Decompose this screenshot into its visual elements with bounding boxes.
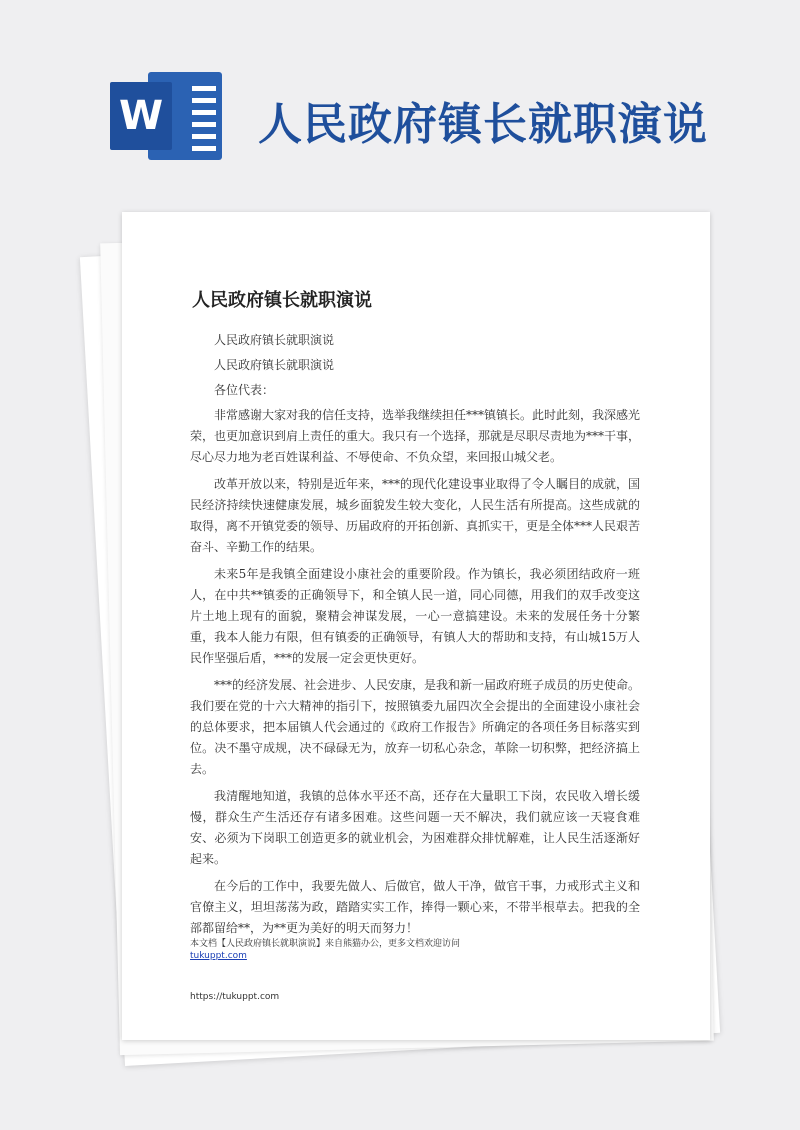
paragraph: 我清醒地知道，我镇的总体水平还不高，还存在大量职工下岗，农民收入增长缓慢，群众生产生活还存有诸多困难。这些问题一天不解决，我们就应该一天寝食难安、必须为下岗职工创造更多的就业机会，为困难群众排忧解难，让人民生活逐渐好起来。 — [190, 789, 640, 866]
word-icon-line — [192, 86, 216, 91]
paragraph: 在今后的工作中，我要先做人、后做官，做人干净，做官干事，力戒形式主义和官僚主义，坦坦荡荡为政，踏踏实实工作，捧得一颗心来，不带半根草去。把我的全部都留给**，为**更为美好的明天而努力！ — [190, 879, 640, 935]
document-body — [190, 330, 640, 945]
paragraph: 人民政府镇长就职演说 — [214, 333, 335, 347]
word-icon-line — [192, 146, 216, 151]
header — [0, 0, 800, 210]
word-icon-line — [192, 122, 216, 127]
source-link[interactable]: tukuppt.com — [190, 951, 247, 961]
paragraph: 人民政府镇长就职演说 — [214, 358, 335, 372]
word-icon-letter: W — [110, 82, 172, 150]
source-note: 本文档【人民政府镇长就职演说】来自熊猫办公，更多文档欢迎访问 — [190, 939, 461, 949]
paragraph: 改革开放以来，特别是近年来，***的现代化建设事业取得了令人瞩目的成就，国民经济持续快速健康发展，城乡面貌发生较大变化，人民生活有所提高。这些成就的取得，离不开镇党委的领导、历届政府的开拓创新、真抓实干，更是全体***人民艰苦奋斗、辛勤工作的结果。 — [190, 477, 641, 554]
site-url: https://tukuppt.com — [190, 992, 280, 1002]
word-icon-line — [192, 98, 216, 103]
paragraph: ***的经济发展、社会进步、人民安康，是我和新一届政府班子成员的历史使命。我们要在党的十六大精神的指引下，按照镇委九届四次全会提出的全面建设小康社会的总体要求，把本届镇人代会通过的《政府工作报告》所确定的各项任务目标落实到位。决不墨守成规，决不碌碌无为，放弃一切私心杂念，革除一切积弊，把经济搞上去。 — [190, 678, 641, 776]
page-title: 人民政府镇长就职演说 — [258, 99, 708, 150]
paragraph: 未来5年是我镇全面建设小康社会的重要阶段。作为镇长，我必须团结政府一班人，在中共**镇委的正确领导下，和全镇人民一道，同心同德，用我们的双手改变这片土地上现有的面貌，聚精会神谋发展，一心一意搞建设。未来的发展任务十分繁重，我本人能力有限，但有镇委的正确领导，有镇人大的帮助和支持，有山城15万人民作坚强后盾，***的发展一定会更快更好。 — [190, 567, 640, 665]
word-icon-line — [192, 134, 216, 139]
paragraph: 非常感谢大家对我的信任支持，选举我继续担任***镇镇长。此时此刻，我深感光荣，也更加意识到肩上责任的重大。我只有一个选择，那就是尽职尽责地为***干事，尽心尽力地为老百姓谋利益、不辱使命、不负众望，来回报山城父老。 — [190, 408, 641, 464]
word-icon-line — [192, 110, 216, 115]
document-page — [122, 212, 710, 1040]
word-document-icon — [110, 72, 222, 160]
document-title: 人民政府镇长就职演说 — [192, 290, 372, 311]
paragraph: 各位代表： — [214, 383, 275, 397]
